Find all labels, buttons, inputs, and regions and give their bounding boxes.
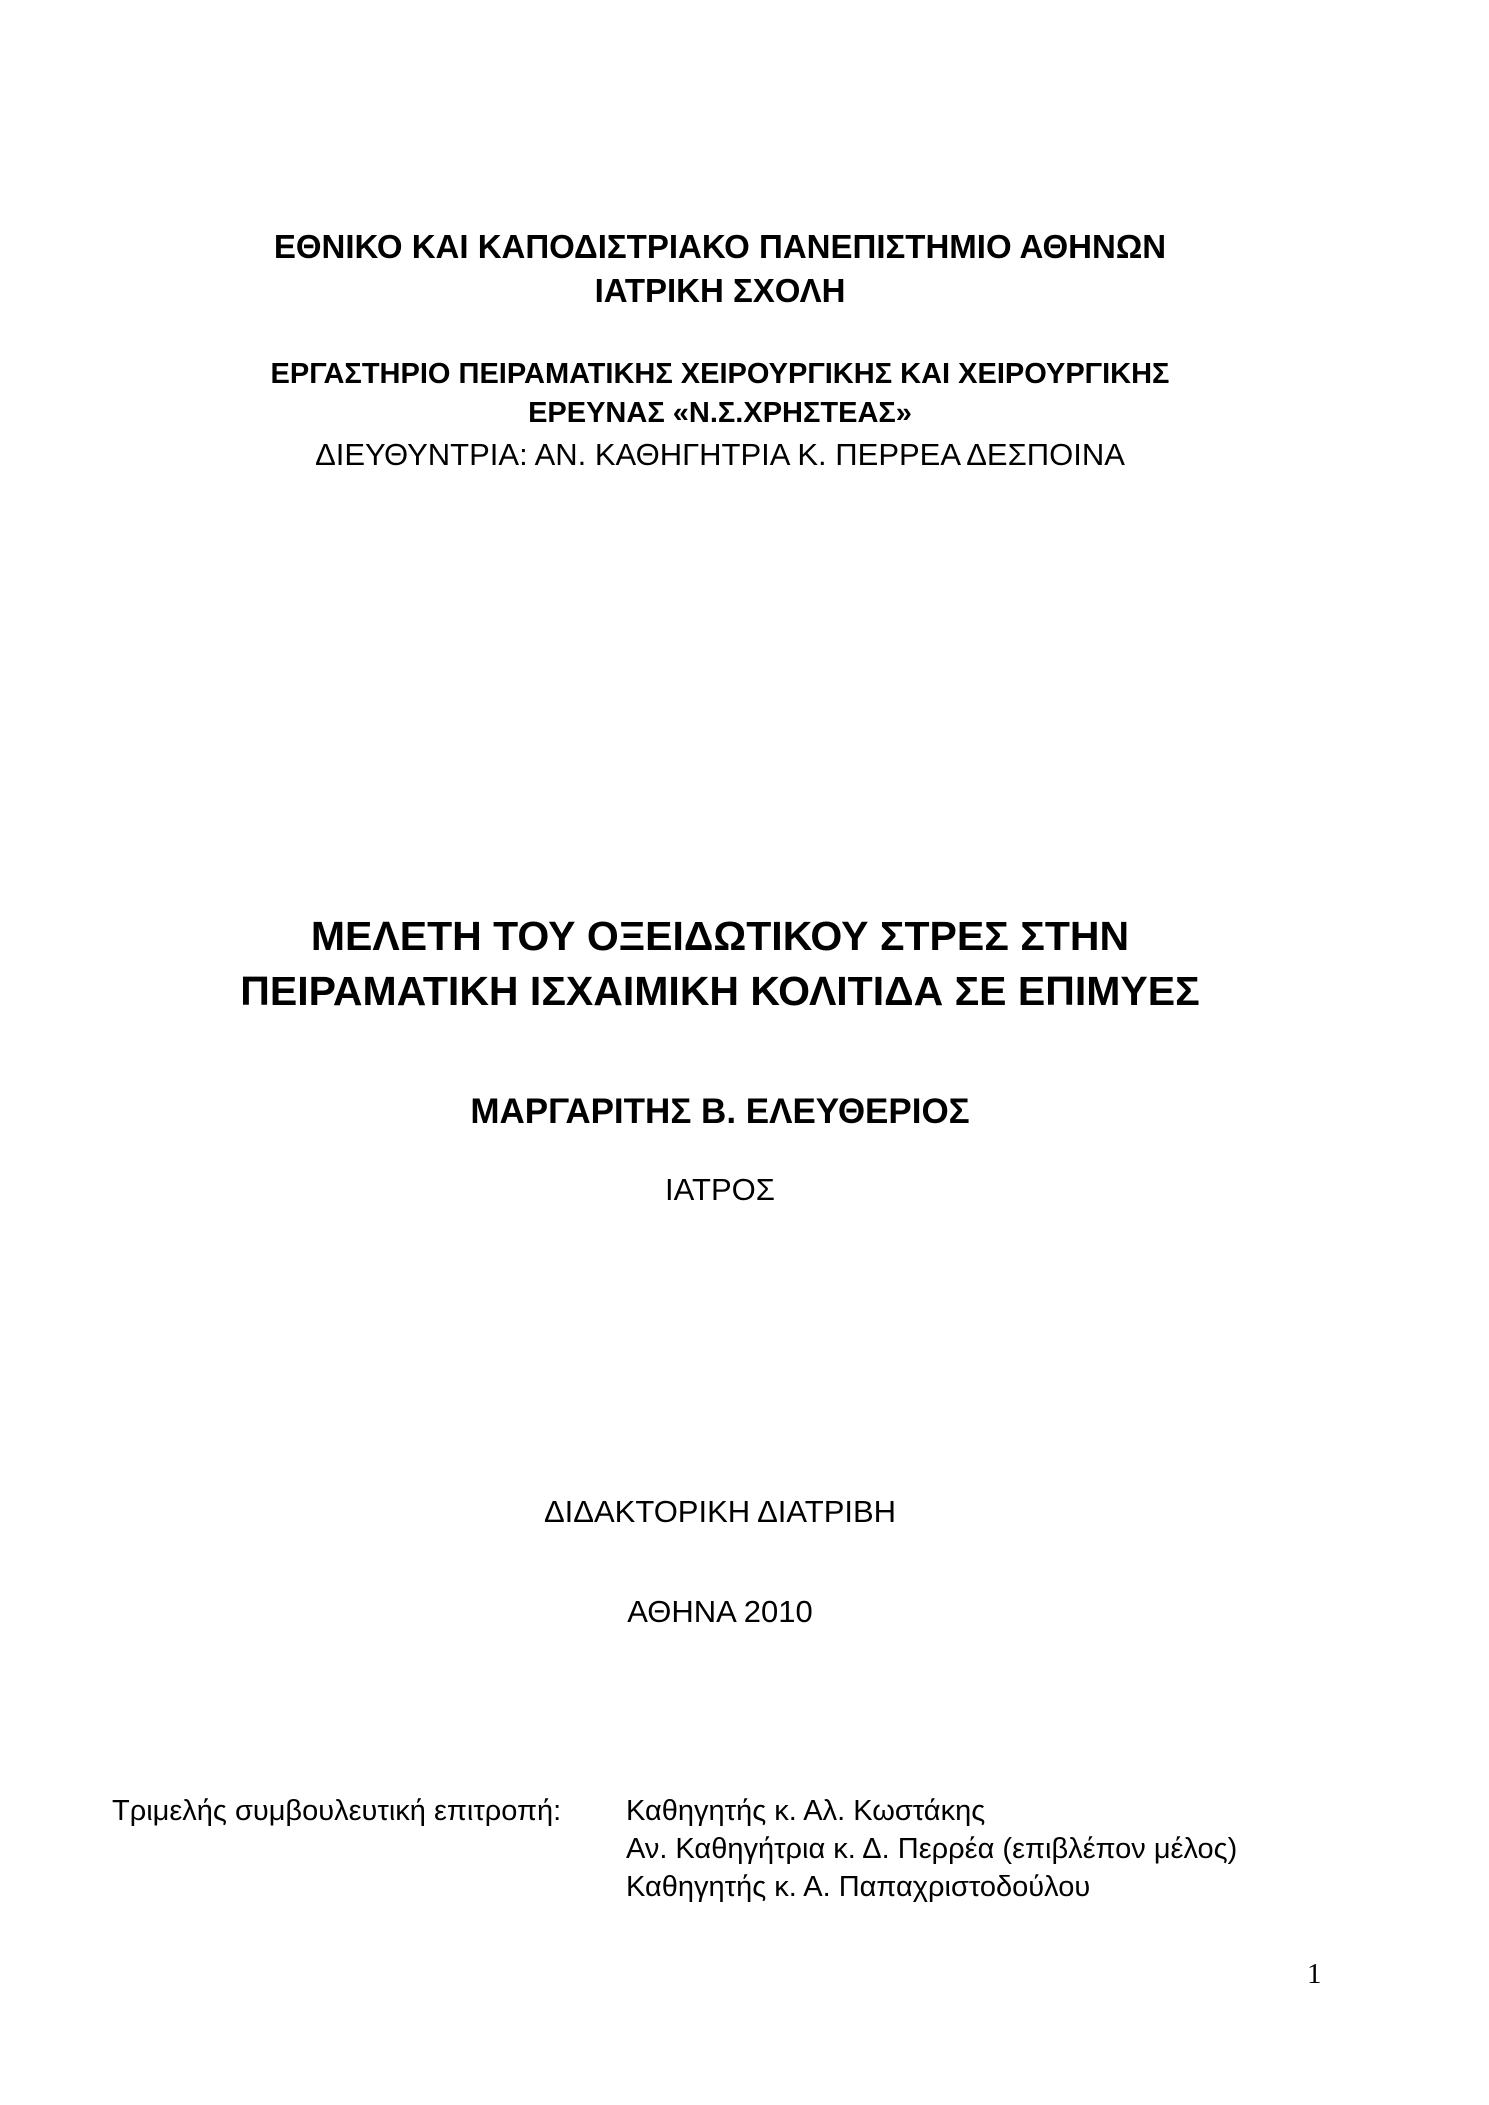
place-and-year: ΑΘΗΝΑ 2010 <box>627 1594 813 1629</box>
committee-member: Καθηγητής κ. Α. Παπαχριστοδούλου <box>626 1871 1091 1903</box>
author-name: ΜΑΡΓΑΡΙΤΗΣ Β. ΕΛΕΥΘΕΡΙΟΣ <box>470 1092 970 1131</box>
laboratory-name-line-1: ΕΡΓΑΣΤΗΡΙΟ ΠΕΙΡΑΜΑΤΙΚΗΣ ΧΕΙΡΟΥΡΓΙΚΗΣ ΚΑΙ ΧΕΙΡΟΥΡΓΙΚΗΣ <box>270 358 1170 390</box>
committee-member: Καθηγητής κ. Αλ. Κωστάκης <box>626 1795 986 1827</box>
committee-label: Τριμελής συμβουλευτική επιτροπή: <box>112 1795 562 1827</box>
thesis-title-line-2: ΠΕΙΡΑΜΑΤΙΚΗ ΙΣΧΑΙΜΙΚΗ ΚΟΛΙΤΙΔΑ ΣΕ ΕΠΙΜΥΕΣ <box>240 968 1200 1014</box>
thesis-title-line-1: ΜΕΛΕΤΗ ΤΟΥ ΟΞΕΙΔΩΤΙΚΟΥ ΣΤΡΕΣ ΣΤΗΝ <box>310 913 1130 959</box>
laboratory-name-line-2: ΕΡΕΥΝΑΣ «Ν.Σ.ΧΡΗΣΤΕΑΣ» <box>528 397 912 429</box>
author-profession: ΙΑΤΡΟΣ <box>665 1172 775 1207</box>
university-name: ΕΘΝΙΚΟ ΚΑΙ ΚΑΠΟΔΙΣΤΡΙΑΚΟ ΠΑΝΕΠΙΣΤΗΜΙΟ ΑΘΗΝΩΝ <box>273 228 1167 265</box>
committee-member: Αν. Καθηγήτρια κ. Δ. Περρέα (επιβλέπον μέλος) <box>626 1833 1238 1865</box>
committee-members <box>626 1792 1237 1906</box>
page-number: 1 <box>1307 1958 1322 1990</box>
document-type: ΔΙΔΑΚΤΟΡΙΚΗ ΔΙΑΤΡΙΒΗ <box>543 1494 897 1529</box>
school-name: ΙΑΤΡΙΚΗ ΣΧΟΛΗ <box>594 272 846 309</box>
laboratory-director: ΔΙΕΥΘΥΝΤΡΙΑ: ΑΝ. ΚΑΘΗΓΗΤΡΙΑ Κ. ΠΕΡΡΕΑ ΔΕΣΠΟΙΝΑ <box>315 437 1125 472</box>
